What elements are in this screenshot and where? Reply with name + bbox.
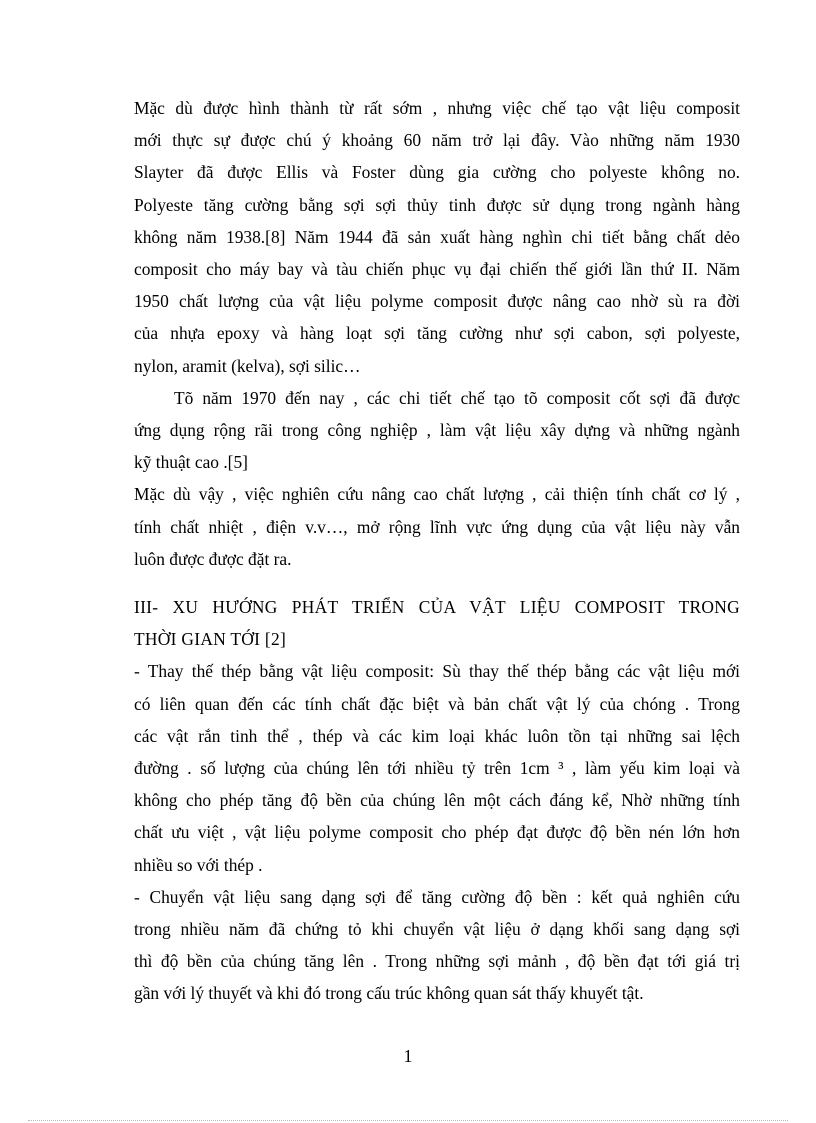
text-line: thì độ bền của chúng tăng lên . Trong những sợi mảnh , độ bền đạt tới giá trị xyxy=(134,951,740,972)
text-line: đường . số lượng của chúng lên tới nhiều tỷ trên 1cm ³ , làm yếu kim loại và xyxy=(134,758,740,779)
page-bottom-rule xyxy=(28,1120,788,1121)
text-line: kỹ thuật cao .[5] xyxy=(134,452,248,473)
document-body xyxy=(134,92,740,1010)
text-line: trong nhiều năm đã chứng tỏ khi chuyển vật liệu ở dạng khối sang dạng sợi xyxy=(134,919,740,940)
text-line: Mặc dù được hình thành từ rất sớm , nhưng việc chế tạo vật liệu composit xyxy=(134,98,740,118)
text-line: composit cho máy bay và tàu chiến phục vụ đại chiến thế giới lần thứ II. Năm xyxy=(134,259,740,280)
paragraph-research xyxy=(134,478,740,575)
text-line: Tõ năm 1970 đến nay , các chi tiết chế tạo tõ composit cốt sợi đã được xyxy=(174,387,740,408)
text-line: Mặc dù vậy , việc nghiên cứu nâng cao chất lượng , cải thiện tính chất cơ lý , xyxy=(134,484,740,505)
paragraph-since-1970 xyxy=(134,382,740,479)
paragraph-history xyxy=(134,92,740,382)
text-line: nylon, aramit (kelva), sợi silic… xyxy=(134,355,361,376)
paragraph-spacer xyxy=(134,575,740,591)
section-heading xyxy=(134,591,740,655)
text-line: ứng dụng rộng rãi trong công nghiệp , làm vật liệu xây dựng và những ngành xyxy=(134,420,740,441)
text-line: luôn được được đặt ra. xyxy=(134,548,292,569)
text-line: của nhựa epoxy và hàng loạt sợi tăng cường như sợi cabon, sợi polyeste, xyxy=(134,323,740,344)
text-line: không năm 1938.[8] Năm 1944 đã sản xuất hàng nghìn chi tiết bằng chất dẻo xyxy=(134,226,740,247)
heading-line: III- XU HƯỚNG PHÁT TRIỂN CỦA VẬT LIỆU COMPOSIT TRONG xyxy=(134,597,740,618)
heading-line: THỜI GIAN TỚI [2] xyxy=(134,629,287,650)
text-line: các vật rắn tinh thể , thép và các kim loại khác luôn tồn tại những sai lệch xyxy=(134,725,740,746)
text-line: - Thay thế thép bằng vật liệu composit: Sù thay thế thép bằng các vật liệu mới xyxy=(134,661,740,682)
paragraph-replace-steel xyxy=(134,655,740,880)
text-line: Polyeste tăng cường bằng sợi sợi thủy tinh được sử dụng trong ngành hàng xyxy=(134,194,740,215)
text-line: - Chuyển vật liệu sang dạng sợi để tăng cường độ bền : kết quả nghiên cứu xyxy=(134,886,740,907)
text-line: mới thực sự được chú ý khoảng 60 năm trở lại đây. Vào những năm 1930 xyxy=(134,130,740,151)
text-line: tính chất nhiệt , điện v.v…, mở rộng lĩnh vực ứng dụng của vật liệu này vẫn xyxy=(134,516,740,537)
text-line: không cho phép tăng độ bền của chúng lên một cách đáng kể, Nhờ những tính xyxy=(134,790,740,811)
text-line: nhiều so với thép . xyxy=(134,854,263,875)
text-line: có liên quan đến các tính chất đặc biệt và bản chất vật lý của chóng . Trong xyxy=(134,693,740,714)
page-number: 1 xyxy=(403,1046,413,1066)
paragraph-fiber-form xyxy=(134,881,740,1010)
text-line: chất ưu việt , vật liệu polyme composit cho phép đạt được độ bền nén lớn hơn xyxy=(134,822,740,843)
text-line: 1950 chất lượng của vật liệu polyme composit được nâng cao nhờ sù ra đời xyxy=(134,291,740,312)
text-line: Slayter đã được Ellis và Foster dùng gia cường cho polyeste không no. xyxy=(134,162,740,183)
text-line: gần với lý thuyết và khi đó trong cấu trúc không quan sát thấy khuyết tật. xyxy=(134,983,644,1004)
